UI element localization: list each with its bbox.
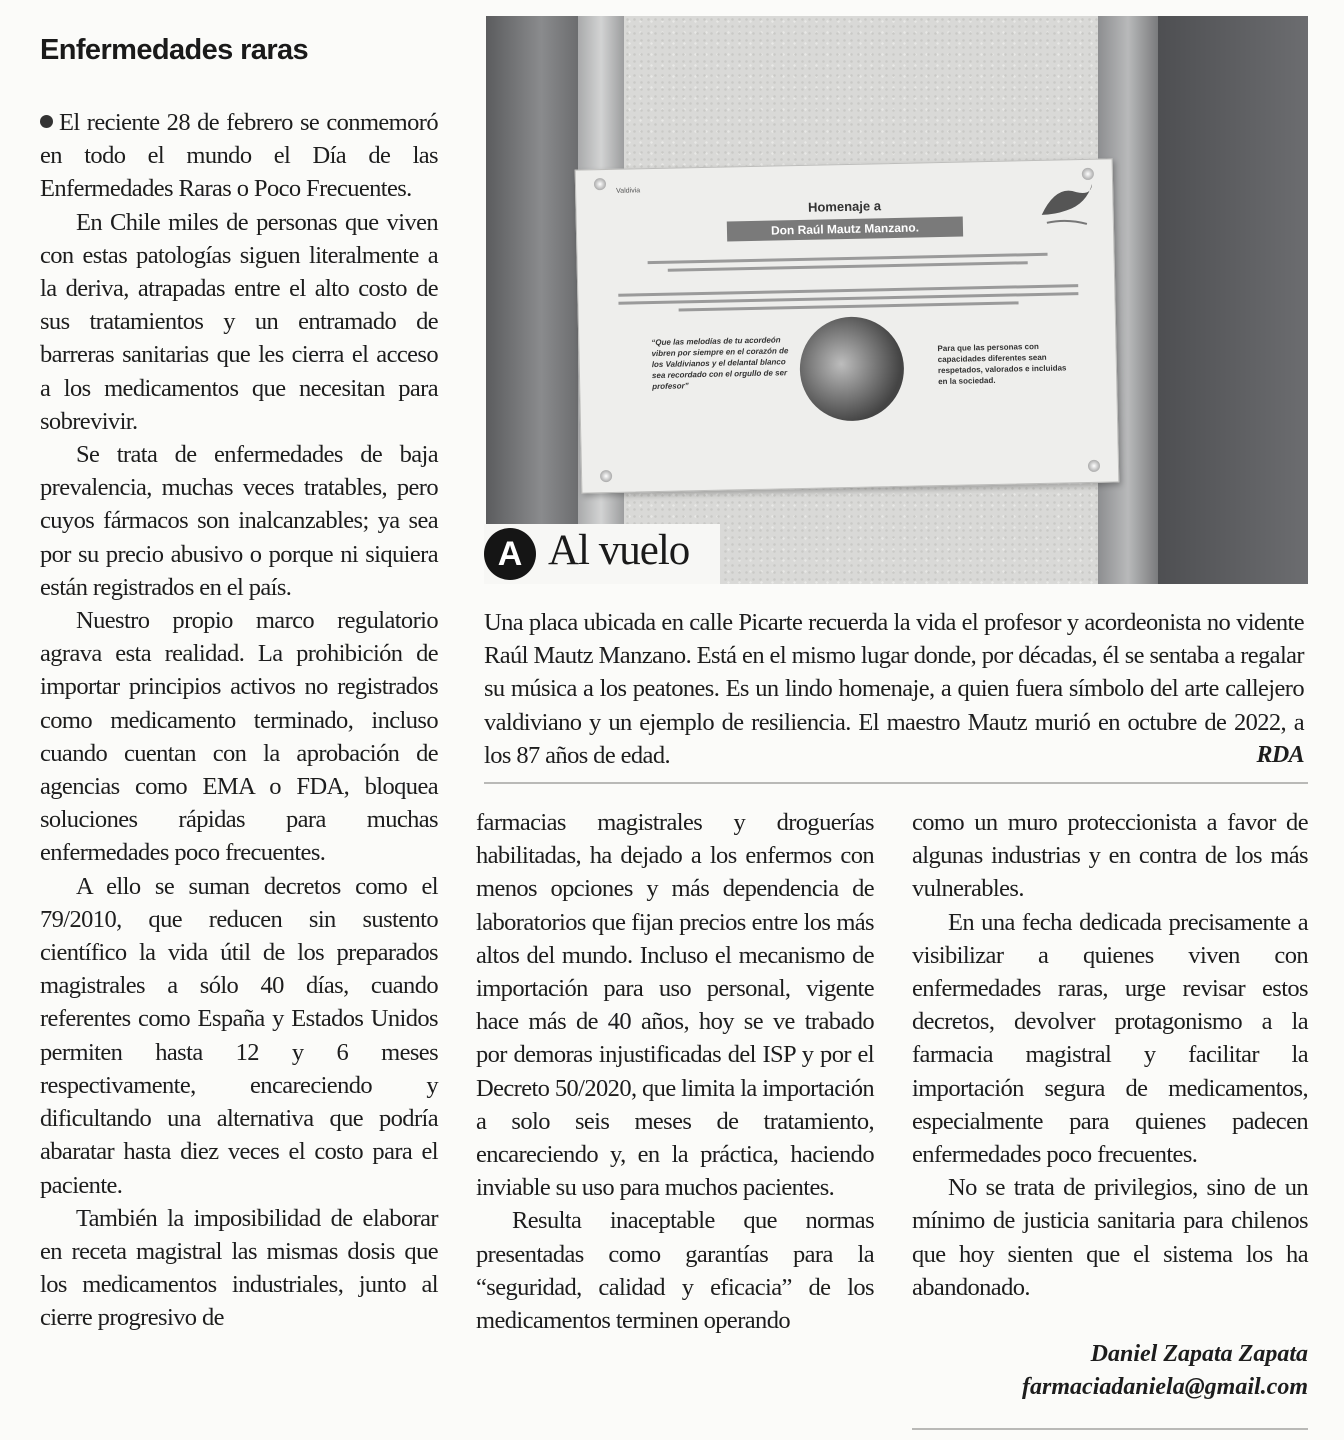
paragraph: Se trata de enfermedades de baja prevalencia, muchas veces tratables, pero cuyos fármacos son inalcanzables; ya sea por su precio abusivo o porque ni siquiera están registrados en el país.: [40, 441, 438, 601]
paragraph: farmacias magistrales y droguerías habilitadas, ha dejado a los enfermos con menos opciones y más dependencia de laboratorios que fijan precios entre los más altos del mundo. Incluso el mecanismo de importación para uso personal, vigente hace más de 40 años, hoy se ve trabado por demoras injustificadas del ISP y por el Decreto 50/2020, que limita la importación a solo seis meses de tratamiento, encareciendo y, en la práctica, haciendo inviable su uso para muchos pacientes.: [476, 809, 874, 1202]
paragraph: Nuestro propio marco regulatorio agrava esta realidad. La prohibición de importar principios activos no registrados como medicamento terminado, incluso cuando cuentan con la aprobación de agencias como EMA o FDA, bloquea soluciones rápidas para muchas enfermedades poco frecuentes.: [40, 607, 438, 867]
author-signature: [912, 1338, 1308, 1404]
paragraph: No se trata de privilegios, sino de un mínimo de justicia sanitaria para chilenos que hoy sienten que el sistema los ha abandonado.: [912, 1174, 1308, 1301]
article-column-3: [912, 806, 1308, 1304]
paragraph: En una fecha dedicada precisamente a visibilizar a quienes viven con enfermedades raras, urge revisar estos decretos, devolver protagonismo a la farmacia magistral y facilitar la importación segura de medicamentos, especialmente para quienes padecen enfermedades poco frecuentes.: [912, 908, 1308, 1169]
page-title: Enfermedades raras: [40, 34, 309, 66]
badge-letter: A: [484, 528, 536, 580]
plaque-title: Homenaje a: [807, 198, 882, 215]
plaque-name: Don Raúl Mautz Manzano.: [727, 217, 963, 242]
article-column-1: [40, 106, 438, 1335]
paragraph: A ello se suman decretos como el 79/2010, que reducen sin sustento científico la vida útil de los preparados magistrales a sólo 40 días, cuando referentes como España y Estados Unidos permiten hasta 12 y 6 meses respectivamente, encareciendo y dificultando una alternativa que podría abaratar hasta diez veces el costo para el paciente.: [40, 872, 438, 1199]
caption-text: Una placa ubicada en calle Picarte recuerda la vida el profesor y acordeonista no vidente Raúl Mautz Manzano. Está en el mismo lugar donde, por décadas, él se sentaba a regalar su música a los peatones. Es un lindo homenaje, a quien fuera símbolo del arte callejero valdiviano y un ejemplo de resiliencia. El maestro Mautz murió en octubre de 2022, a los 87 años de edad.: [484, 609, 1304, 769]
paragraph: Resulta inaceptable que normas presentadas como garantías para la “seguridad, calidad y eficacia” de los medicamentos terminen operando: [476, 1207, 874, 1335]
divider: [484, 782, 1308, 784]
paragraph: En Chile miles de personas que viven con estas patologías siguen literalmente a la deriva, atrapadas entre el alto costo de sus tratamientos y un entramado de barreras sanitarias que les cierra el acceso a los medicamentos que necesitan para sobrevivir.: [40, 208, 438, 435]
author-name: Daniel Zapata Zapata: [1090, 1341, 1308, 1367]
plaque-quote: “Que las melodías de tu acordeón vibren por siempre en el corazón de los Valdivianos y el delantal blanco sea recordado con el orgullo de ser profesor”: [651, 335, 789, 392]
paragraph: El reciente 28 de febrero se conmemoró en todo el mundo el Día de las Enfermedades Raras o Poco Frecuentes.: [40, 109, 438, 203]
divider: [912, 1428, 1308, 1430]
memorial-plaque: [575, 158, 1120, 493]
article-column-2: [476, 806, 874, 1337]
bullet-icon: [40, 115, 53, 128]
photo: [486, 16, 1308, 584]
portrait-image: [799, 316, 905, 422]
photo-caption: [484, 606, 1304, 772]
badge-title: Al vuelo: [548, 527, 690, 574]
author-email[interactable]: farmaciadaniela@gmail.com: [1022, 1374, 1308, 1400]
caption-credit: RDA: [1256, 741, 1304, 768]
plaque-side-text: Para que las personas con capacidades diferentes sean respetados, valorados e incluidas en la sociedad.: [937, 341, 1067, 387]
plaque-logo: Valdivia: [616, 187, 641, 195]
paragraph: También la imposibilidad de elaborar en receta magistral las mismas dosis que los medicamentos industriales, junto al cierre progresivo de: [40, 1204, 438, 1332]
paragraph: como un muro proteccionista a favor de algunas industrias y en contra de los más vulnerables.: [912, 809, 1308, 903]
section-badge: [484, 524, 720, 584]
